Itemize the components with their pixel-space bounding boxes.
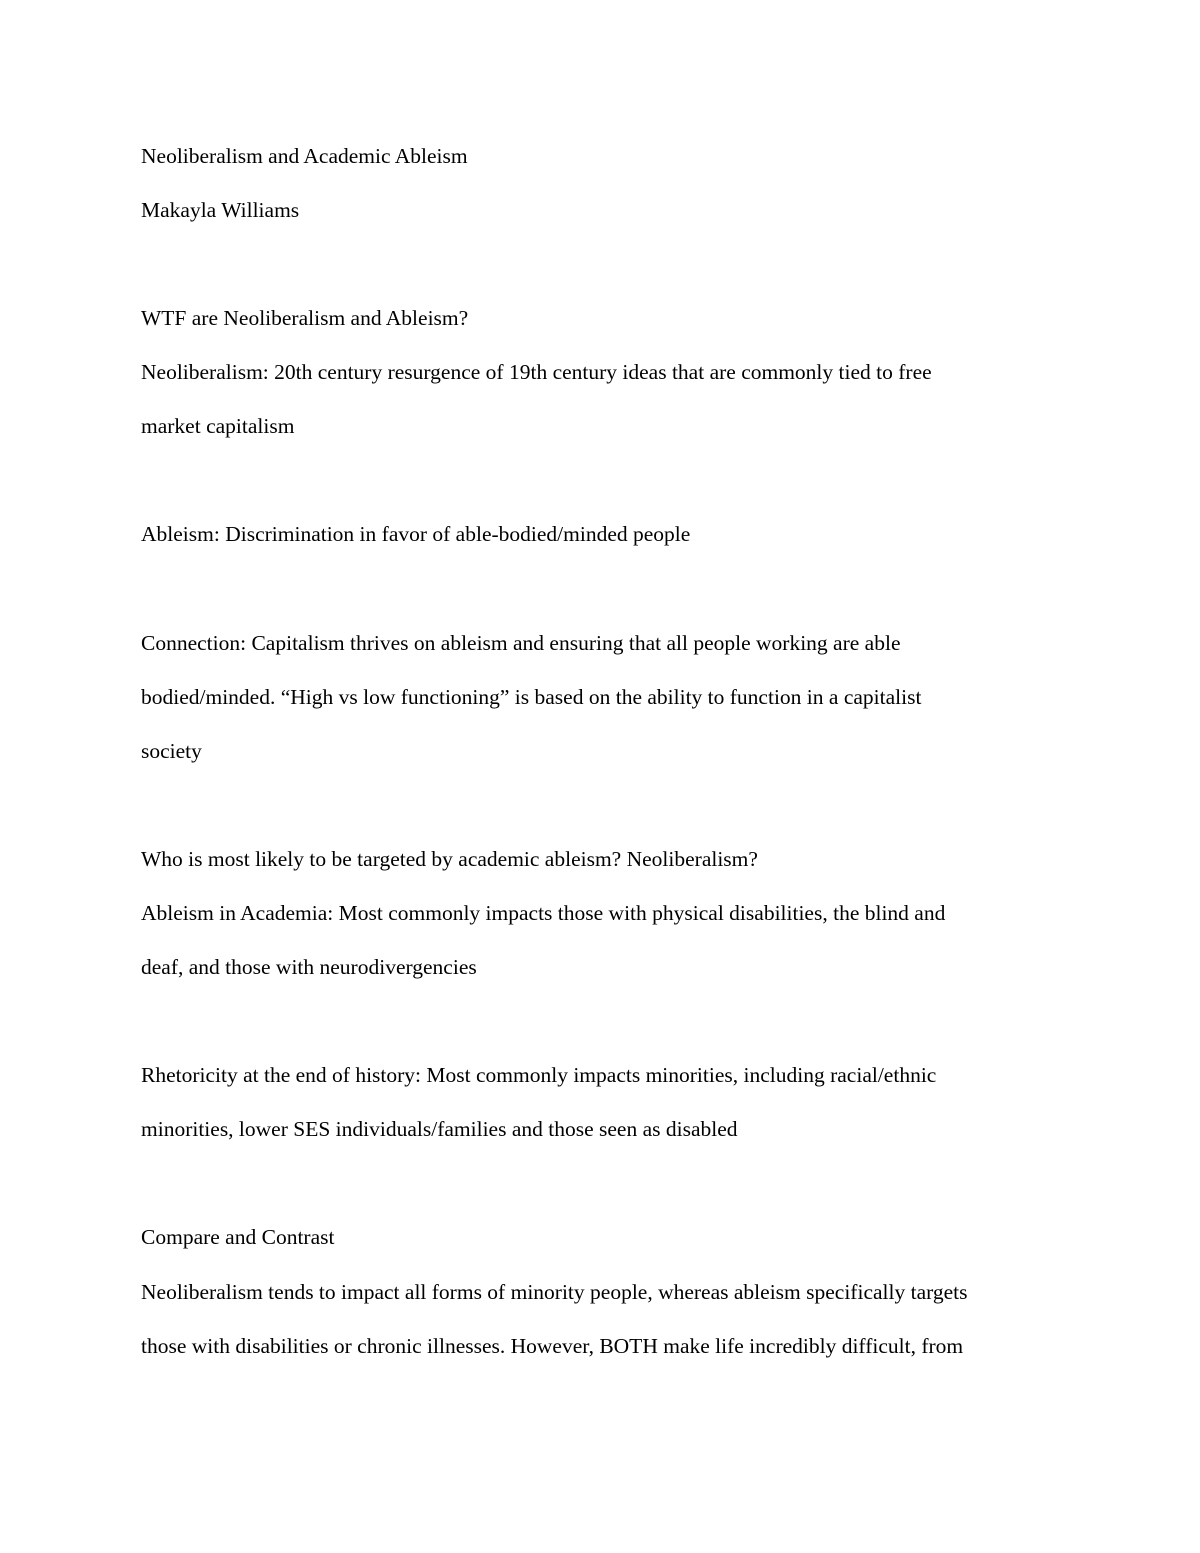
connection-paragraph-line: bodied/minded. “High vs low functioning” is based on the ability to function in a capitalist bbox=[141, 685, 922, 709]
academia-paragraph-line: Ableism in Academia: Most commonly impacts those with physical disabilities, the blind and bbox=[141, 901, 946, 925]
document-author: Makayla Williams bbox=[141, 198, 300, 222]
connection-paragraph-line: society bbox=[141, 739, 202, 763]
rhetoricity-paragraph-line: Rhetoricity at the end of history: Most commonly impacts minorities, including racial/ethnic bbox=[141, 1063, 937, 1087]
neoliberalism-definition-line: market capitalism bbox=[141, 414, 295, 438]
section-heading-definitions: WTF are Neoliberalism and Ableism? bbox=[141, 306, 469, 330]
document-title: Neoliberalism and Academic Ableism bbox=[141, 144, 468, 168]
connection-paragraph-line: Connection: Capitalism thrives on ableism and ensuring that all people working are able bbox=[141, 631, 901, 655]
neoliberalism-definition-line: Neoliberalism: 20th century resurgence of 19th century ideas that are commonly tied to free bbox=[141, 360, 932, 384]
compare-paragraph-line: Neoliberalism tends to impact all forms of minority people, whereas ableism specifically targets bbox=[141, 1280, 968, 1304]
ableism-definition-line: Ableism: Discrimination in favor of able-bodied/minded people bbox=[141, 522, 691, 546]
rhetoricity-paragraph-line: minorities, lower SES individuals/families and those seen as disabled bbox=[141, 1117, 738, 1141]
section-heading-compare: Compare and Contrast bbox=[141, 1225, 335, 1249]
academia-paragraph-line: deaf, and those with neurodivergencies bbox=[141, 955, 477, 979]
section-heading-targets: Who is most likely to be targeted by academic ableism? Neoliberalism? bbox=[141, 847, 758, 871]
compare-paragraph-line: those with disabilities or chronic illnesses. However, BOTH make life incredibly difficult, from bbox=[141, 1334, 964, 1358]
